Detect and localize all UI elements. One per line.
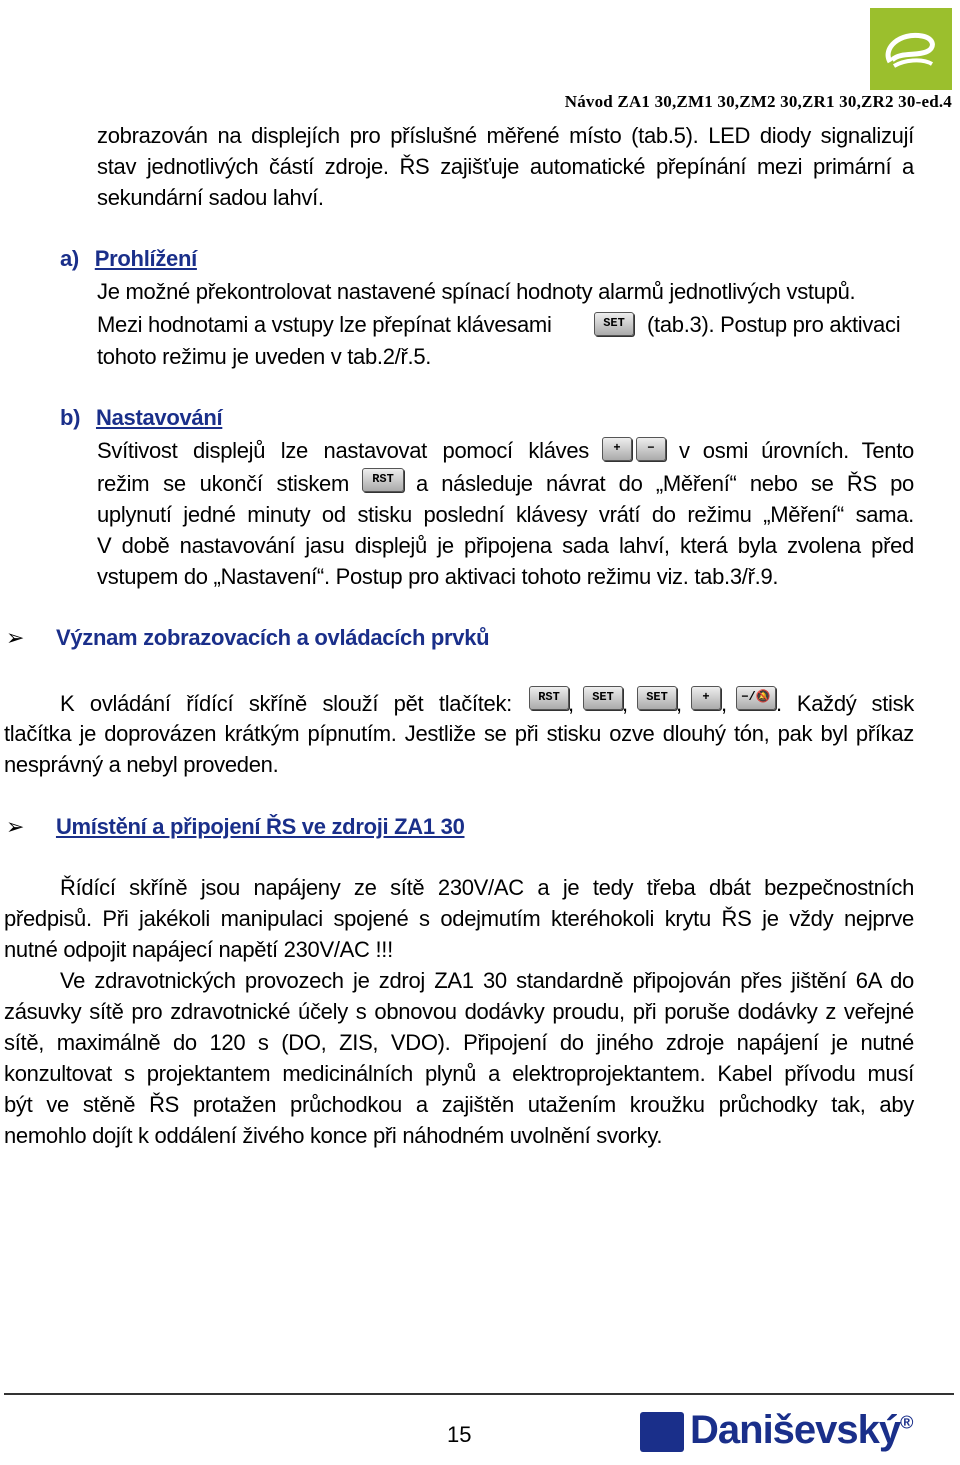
section-b-title: Nastavování — [95, 405, 223, 430]
placement-line: nutné odpojit napájecí napětí 230V/AC !!! — [4, 937, 393, 962]
document-header-title: Návod ZA1 30,ZM1 30,ZM2 30,ZR1 30,ZR2 30-ed.4 — [564, 92, 952, 111]
heading-controls — [6, 622, 489, 653]
placement-line: konzultovat s projektantem medicinálních plynů a elektroprojektantem. Kabel přívodu musí — [4, 1061, 914, 1086]
controls-text: . Každý stisk — [776, 691, 914, 716]
separator: , — [721, 691, 727, 716]
intro-line: sekundární sadou lahví. — [97, 185, 324, 210]
placement-line: Řídící skříně jsou napájeny ze sítě 230V/AC a je tedy třeba dbát bezpečnostních — [60, 875, 914, 900]
section-a-title: Prohlížení — [94, 246, 197, 271]
section-a-text: Je možné překontrolovat nastavené spínací hodnoty alarmů jednotlivých vstupů. — [97, 279, 856, 304]
section-b-text: Svítivost displejů lze nastavovat pomocí kláves — [97, 438, 589, 463]
section-b-label: b) — [60, 405, 81, 430]
section-a-text: (tab.3). Postup pro aktivaci — [647, 312, 901, 337]
intro-line: zobrazován na displejích pro příslušné měřené místo (tab.5). LED diody signalizují — [97, 123, 914, 148]
rst-key-icon: RST — [529, 686, 569, 710]
placement-line: zásuvky sítě pro zdravotnické účely s obnovou dodávky proudu, při poruše dodávky z veřejné — [4, 999, 914, 1024]
section-a-label: a) — [60, 246, 79, 271]
section-b-heading — [60, 402, 222, 433]
placement-line: sítě, maximálně do 120 s (DO, ZIS, VDO). Připojení do jiného zdroje napájení je nutné — [4, 1030, 914, 1055]
plus-key-icon: + — [602, 437, 632, 461]
brand-logo: Daniševský® — [640, 1408, 912, 1460]
placement-line: předpisů. Při jakékoli manipulaci spojené s odejmutím kteréhokoli krytu ŘS je vždy nejprve — [4, 906, 914, 931]
arrow-bullet-icon: ➢ — [6, 814, 25, 839]
separator: , — [622, 691, 628, 716]
section-a-text: tohoto režimu je uveden v tab.2/ř.5. — [97, 344, 432, 369]
company-logo — [870, 8, 952, 90]
section-b-text: režim se ukončí stiskem — [97, 471, 349, 496]
plus-key-icon: + — [691, 686, 721, 710]
section-b-text: V době nastavování jasu displejů je připojena sada lahví, která byla zvolena před — [97, 533, 914, 558]
set-key-icon: SET — [637, 686, 677, 710]
controls-text: K ovládání řídící skříně slouží pět tlačítek: — [60, 691, 512, 716]
controls-text: tlačítka je doprovázen krátkým pípnutím. Jestliže se při stisku ozve dlouhý tón, pak byl příkaz — [4, 721, 914, 746]
separator: , — [568, 691, 574, 716]
placement-line: Ve zdravotnických provozech je zdroj ZA1 30 standardně připojován přes jištění 6A do — [60, 968, 914, 993]
minus-key-icon: − — [636, 437, 666, 461]
arrow-bullet-icon: ➢ — [6, 625, 25, 650]
rst-key-icon: RST — [362, 468, 404, 492]
separator: , — [676, 691, 682, 716]
section-b-text: a následuje návrat do „Měření“ nebo se ŘS po — [416, 471, 914, 496]
section-a-text: Mezi hodnotami a vstupy lze přepínat klávesami — [97, 312, 552, 337]
brand-mark-icon — [640, 1412, 684, 1452]
section-a-heading — [60, 243, 197, 274]
set-key-icon: SET — [594, 312, 634, 336]
section-b-text: vstupem do „Nastavení“. Postup pro aktivaci tohoto režimu viz. tab.3/ř.9. — [97, 564, 779, 589]
brand-name: Daniševský — [690, 1408, 901, 1452]
placement-line: nemohlo dojít k oddálení živého konce při náhodném uvolnění svorky. — [4, 1123, 663, 1148]
heading-placement — [6, 811, 465, 842]
controls-text: nesprávný a nebyl proveden. — [4, 752, 279, 777]
page-number: 15 — [447, 1422, 472, 1447]
heading-placement-text: Umístění a připojení ŘS ve zdroji ZA1 30 — [55, 814, 465, 839]
intro-line: stav jednotlivých částí zdroje. ŘS zajišťuje automatické přepínání mezi primární a — [97, 154, 914, 179]
set-key-icon: SET — [583, 686, 623, 710]
placement-line: být ve stěně ŘS protažen průchodkou a zajištěn utažením kroužku průchodky tak, aby — [4, 1092, 914, 1117]
section-b-text: v osmi úrovních. Tento — [679, 438, 914, 463]
footer-divider — [4, 1393, 954, 1395]
minus-mute-key-icon: −/🔕 — [736, 686, 776, 710]
heading-controls-text: Význam zobrazovacích a ovládacích prvků — [55, 625, 490, 650]
section-b-text: uplynutí jedné minuty od stisku poslední klávesy vrátí do režimu „Měření“ sama. — [97, 502, 914, 527]
